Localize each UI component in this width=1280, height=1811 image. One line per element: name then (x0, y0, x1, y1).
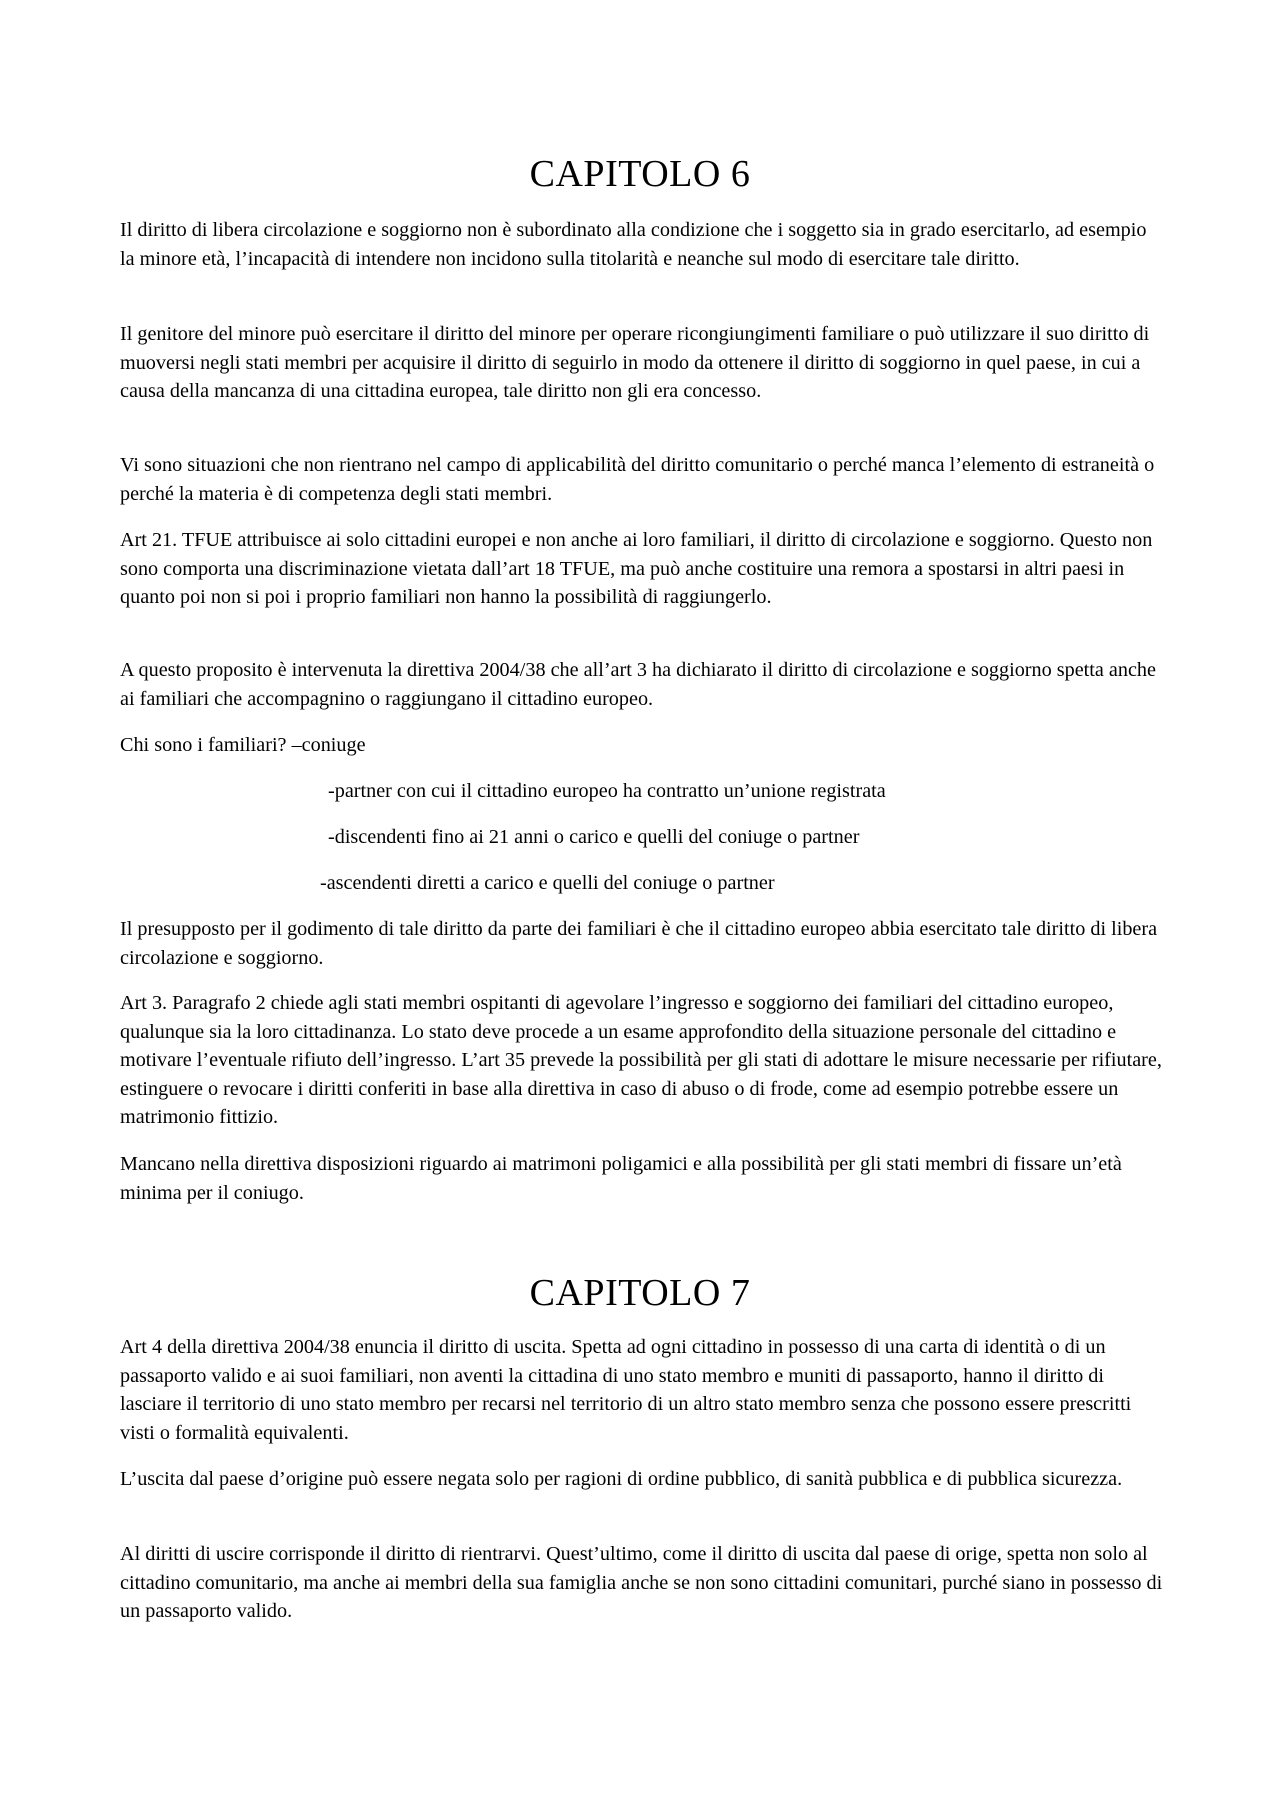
chapter-6-closing-paragraph-2: Art 3. Paragrafo 2 chiede agli stati membri ospitanti di agevolare l’ingresso e soggiorno dei familiari del cittadino europeo, qualunque sia la loro cittadinanza. Lo stato deve procede a un esame approfondito della situazione personale del cittadino e motivare l’eventuale rifiuto dell’ingresso. L’art 35 prevede la possibilità per gli stati di adottare le misure necessarie per rifiutare, estinguere o revocare i diritti conferiti in base alla direttiva in caso di abuso o di frode, come ad esempio potrebbe essere un matrimonio fittizio. (120, 992, 1162, 1128)
chapter-6-closing-paragraph-1: Il presupposto per il godimento di tale diritto da parte dei familiari è che il cittadino europeo abbia esercitato tale diritto di libera circolazione e soggiorno. (120, 918, 1158, 969)
chapter-6-paragraph-5: A questo proposito è intervenuta la direttiva 2004/38 che all’art 3 ha dichiarato il diritto di circolazione e soggiorno spetta anche ai familiari che accompagnino o raggiungano il cittadino europeo. (120, 659, 1156, 710)
chapter-7-title: CAPITOLO 7 (529, 1272, 751, 1314)
chapter-6-paragraph-1: Il diritto di libera circolazione e soggiorno non è subordinato alla condizione che i soggetto sia in grado esercitarlo, ad esempio la minore età, l’incapacità di intendere non incidono sulla titolarità e neanche sul modo di esercitare tale diritto. (120, 219, 1147, 270)
chapter-6-closing-paragraph-3: Mancano nella direttiva disposizioni riguardo ai matrimoni poligamici e alla possibilità per gli stati membri di fissare un’età minima per il coniugo. (120, 1153, 1122, 1204)
chapter-6-paragraph-2: Il genitore del minore può esercitare il diritto del minore per operare ricongiungimenti familiare o può utilizzare il suo diritto di muoversi negli stati membri per acquisire il diritto di seguirlo in modo da ottenere il diritto di soggiorno in quel paese, in cui a causa della mancanza di una cittadina europea, tale diritto non gli era concesso. (120, 323, 1150, 402)
chapter-6-paragraph-3: Vi sono situazioni che non rientrano nel campo di applicabilità del diritto comunitario o perché manca l’elemento di estraneità o perché la materia è di competenza degli stati membri. (120, 454, 1155, 505)
chapter-7-paragraph-3: Al diritti di uscire corrisponde il diritto di rientrarvi. Quest’ultimo, come il diritto di uscita dal paese di orige, spetta non solo al cittadino comunitario, ma anche ai membri della sua famiglia anche se non sono cittadini comunitari, purché siano in possesso di un passaporto valido. (120, 1543, 1163, 1622)
family-list-item-ascendants: -ascendenti diretti a carico e quelli del coniuge o partner (320, 872, 775, 894)
family-question: Chi sono i familiari? –coniuge (120, 734, 366, 756)
chapter-6-title: CAPITOLO 6 (529, 153, 751, 195)
chapter-7-paragraph-1: Art 4 della direttiva 2004/38 enuncia il diritto di uscita. Spetta ad ogni cittadino in possesso di una carta di identità o di un passaporto valido e ai suoi familiari, non aventi la cittadina di uno stato membro e muniti di passaporto, hanno il diritto di lasciare il territorio di uno stato membro per recarsi nel territorio di un altro stato membro senza che possono essere prescritti visti o formalità equivalenti. (120, 1336, 1132, 1444)
chapter-6-paragraph-4: Art 21. TFUE attribuisce ai solo cittadini europei e non anche ai loro familiari, il diritto di circolazione e soggiorno. Questo non sono comporta una discriminazione vietata dall’art 18 TFUE, ma può anche costituire una remora a spostarsi in altri paesi in quanto poi non si poi i proprio familiari non hanno la possibilità di raggiungerlo. (120, 529, 1153, 608)
family-list-item-partner: -partner con cui il cittadino europeo ha contratto un’unione registrata (328, 780, 886, 802)
chapter-7-paragraph-2: L’uscita dal paese d’origine può essere negata solo per ragioni di ordine pubblico, di sanità pubblica e di pubblica sicurezza. (120, 1468, 1123, 1490)
family-list-item-descendants: -discendenti fino ai 21 anni o carico e quelli del coniuge o partner (328, 826, 860, 848)
